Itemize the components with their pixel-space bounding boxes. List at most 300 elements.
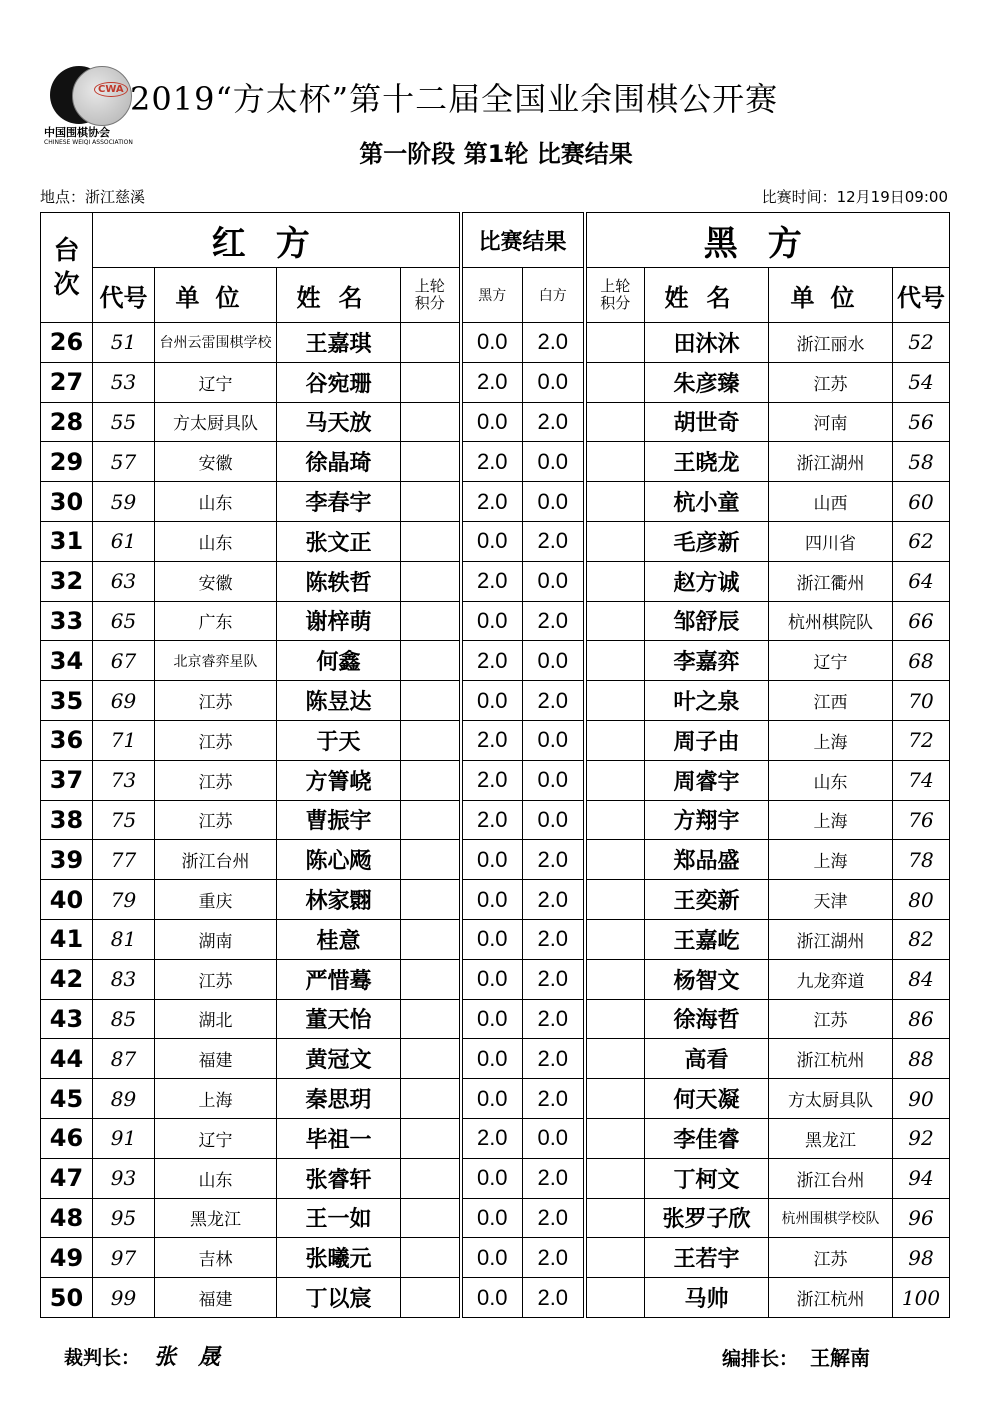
table-no-cell: 50 xyxy=(41,1278,93,1318)
table-row xyxy=(41,442,950,482)
red-prev-score-cell xyxy=(401,402,461,442)
header-table-no: 台次 xyxy=(41,213,93,323)
black-prev-score-cell xyxy=(585,362,645,402)
black-unit-cell: 杭州棋院队 xyxy=(769,601,893,641)
red-name-cell: 陈心飏 xyxy=(277,840,401,880)
table-row xyxy=(41,482,950,522)
black-unit-cell: 浙江杭州 xyxy=(769,1278,893,1318)
table-no-cell: 41 xyxy=(41,919,93,959)
result-black-cell: 0.0 xyxy=(461,681,523,721)
black-prev-score-cell xyxy=(585,1278,645,1318)
document-title: 2019“方太杯”第十二届全国业余围棋公开赛 xyxy=(130,80,779,118)
black-name-cell: 丁柯文 xyxy=(645,1158,769,1198)
black-code-cell: 90 xyxy=(893,1079,950,1119)
match-time: 比赛时间：12月19日09:00 xyxy=(761,188,948,206)
header-black-prev: 上轮积分 xyxy=(585,268,645,323)
logo-badge: CWA xyxy=(94,82,128,97)
red-name-cell: 林家翾 xyxy=(277,880,401,920)
result-black-cell: 2.0 xyxy=(461,482,523,522)
table-row xyxy=(41,800,950,840)
chief-referee-signature: 张晟 xyxy=(154,1344,243,1370)
table-no-cell: 47 xyxy=(41,1158,93,1198)
cwa-logo xyxy=(44,64,144,144)
red-name-cell: 张文正 xyxy=(277,521,401,561)
red-unit-cell: 台州云雷围棋学校 xyxy=(155,323,277,363)
black-name-cell: 徐海哲 xyxy=(645,999,769,1039)
black-prev-score-cell xyxy=(585,880,645,920)
black-name-cell: 田沐沐 xyxy=(645,323,769,363)
table-no-cell: 27 xyxy=(41,362,93,402)
result-white-cell: 2.0 xyxy=(523,959,585,999)
red-code-cell: 79 xyxy=(93,880,155,920)
red-prev-score-cell xyxy=(401,323,461,363)
table-no-cell: 31 xyxy=(41,521,93,561)
result-black-cell: 0.0 xyxy=(461,959,523,999)
black-name-cell: 何天凝 xyxy=(645,1079,769,1119)
red-prev-score-cell xyxy=(401,760,461,800)
black-name-cell: 王嘉屹 xyxy=(645,919,769,959)
red-prev-score-cell xyxy=(401,482,461,522)
table-no-cell: 30 xyxy=(41,482,93,522)
table-no-cell: 32 xyxy=(41,561,93,601)
result-white-cell: 2.0 xyxy=(523,1278,585,1318)
result-white-cell: 0.0 xyxy=(523,482,585,522)
table-no-cell: 39 xyxy=(41,840,93,880)
result-white-cell: 0.0 xyxy=(523,561,585,601)
result-black-cell: 0.0 xyxy=(461,1238,523,1278)
black-code-cell: 94 xyxy=(893,1158,950,1198)
red-code-cell: 81 xyxy=(93,919,155,959)
black-name-cell: 叶之泉 xyxy=(645,681,769,721)
table-row xyxy=(41,1118,950,1158)
red-prev-score-cell xyxy=(401,601,461,641)
red-name-cell: 董天怡 xyxy=(277,999,401,1039)
red-name-cell: 谷宛珊 xyxy=(277,362,401,402)
table-row xyxy=(41,720,950,760)
black-prev-score-cell xyxy=(585,1158,645,1198)
red-unit-cell: 上海 xyxy=(155,1079,277,1119)
black-prev-score-cell xyxy=(585,840,645,880)
red-code-cell: 59 xyxy=(93,482,155,522)
red-name-cell: 徐晶琦 xyxy=(277,442,401,482)
red-unit-cell: 江苏 xyxy=(155,800,277,840)
black-prev-score-cell xyxy=(585,959,645,999)
black-unit-cell: 黑龙江 xyxy=(769,1118,893,1158)
result-white-cell: 2.0 xyxy=(523,919,585,959)
red-prev-score-cell xyxy=(401,362,461,402)
red-code-cell: 97 xyxy=(93,1238,155,1278)
red-name-cell: 谢梓萌 xyxy=(277,601,401,641)
red-prev-score-cell xyxy=(401,1198,461,1238)
table-no-cell: 43 xyxy=(41,999,93,1039)
red-code-cell: 95 xyxy=(93,1198,155,1238)
red-code-cell: 53 xyxy=(93,362,155,402)
result-white-cell: 2.0 xyxy=(523,1238,585,1278)
result-white-cell: 0.0 xyxy=(523,800,585,840)
result-white-cell: 2.0 xyxy=(523,402,585,442)
red-name-cell: 曹振宇 xyxy=(277,800,401,840)
black-prev-score-cell xyxy=(585,919,645,959)
table-row xyxy=(41,1039,950,1079)
red-prev-score-cell xyxy=(401,521,461,561)
red-code-cell: 65 xyxy=(93,601,155,641)
black-prev-score-cell xyxy=(585,800,645,840)
header-black-side: 黑方 xyxy=(461,268,523,323)
result-white-cell: 2.0 xyxy=(523,1158,585,1198)
black-unit-cell: 浙江丽水 xyxy=(769,323,893,363)
header-red-unit: 单位 xyxy=(155,268,277,323)
red-prev-score-cell xyxy=(401,1118,461,1158)
red-name-cell: 陈昱达 xyxy=(277,681,401,721)
red-code-cell: 83 xyxy=(93,959,155,999)
table-no-cell: 28 xyxy=(41,402,93,442)
table-no-cell: 35 xyxy=(41,681,93,721)
black-code-cell: 88 xyxy=(893,1039,950,1079)
black-name-cell: 朱彦臻 xyxy=(645,362,769,402)
black-prev-score-cell xyxy=(585,402,645,442)
red-prev-score-cell xyxy=(401,1238,461,1278)
black-unit-cell: 江苏 xyxy=(769,362,893,402)
red-unit-cell: 福建 xyxy=(155,1039,277,1079)
red-code-cell: 91 xyxy=(93,1118,155,1158)
black-name-cell: 周子由 xyxy=(645,720,769,760)
table-row xyxy=(41,1198,950,1238)
red-prev-score-cell xyxy=(401,800,461,840)
black-unit-cell: 天津 xyxy=(769,880,893,920)
table-row xyxy=(41,1278,950,1318)
red-code-cell: 55 xyxy=(93,402,155,442)
result-black-cell: 2.0 xyxy=(461,641,523,681)
black-unit-cell: 江苏 xyxy=(769,1238,893,1278)
header-red-name: 姓名 xyxy=(277,268,401,323)
black-code-cell: 80 xyxy=(893,880,950,920)
result-black-cell: 2.0 xyxy=(461,800,523,840)
black-code-cell: 60 xyxy=(893,482,950,522)
result-white-cell: 2.0 xyxy=(523,681,585,721)
results-body xyxy=(41,323,950,1318)
table-row xyxy=(41,999,950,1039)
black-name-cell: 邹舒辰 xyxy=(645,601,769,641)
result-white-cell: 2.0 xyxy=(523,323,585,363)
black-unit-cell: 上海 xyxy=(769,800,893,840)
black-name-cell: 王奕新 xyxy=(645,880,769,920)
red-prev-score-cell xyxy=(401,561,461,601)
header-result: 比赛结果 xyxy=(461,213,585,268)
table-no-cell: 45 xyxy=(41,1079,93,1119)
red-prev-score-cell xyxy=(401,681,461,721)
red-unit-cell: 福建 xyxy=(155,1278,277,1318)
result-black-cell: 0.0 xyxy=(461,880,523,920)
black-unit-cell: 上海 xyxy=(769,720,893,760)
black-prev-score-cell xyxy=(585,323,645,363)
result-black-cell: 0.0 xyxy=(461,840,523,880)
result-white-cell: 0.0 xyxy=(523,641,585,681)
red-unit-cell: 浙江台州 xyxy=(155,840,277,880)
red-prev-score-cell xyxy=(401,1039,461,1079)
scheduler-label: 编排长： xyxy=(722,1348,799,1370)
red-prev-score-cell xyxy=(401,840,461,880)
black-unit-cell: 江苏 xyxy=(769,999,893,1039)
black-unit-cell: 江西 xyxy=(769,681,893,721)
header-red-code: 代号 xyxy=(93,268,155,323)
scheduler xyxy=(722,1342,870,1371)
table-row xyxy=(41,641,950,681)
red-unit-cell: 黑龙江 xyxy=(155,1198,277,1238)
black-name-cell: 周睿宇 xyxy=(645,760,769,800)
red-name-cell: 黄冠文 xyxy=(277,1039,401,1079)
red-code-cell: 57 xyxy=(93,442,155,482)
red-name-cell: 于天 xyxy=(277,720,401,760)
result-black-cell: 0.0 xyxy=(461,1039,523,1079)
red-unit-cell: 辽宁 xyxy=(155,1118,277,1158)
red-code-cell: 77 xyxy=(93,840,155,880)
result-white-cell: 2.0 xyxy=(523,880,585,920)
result-white-cell: 2.0 xyxy=(523,999,585,1039)
table-no-cell: 29 xyxy=(41,442,93,482)
red-name-cell: 丁以宸 xyxy=(277,1278,401,1318)
black-prev-score-cell xyxy=(585,521,645,561)
black-name-cell: 王晓龙 xyxy=(645,442,769,482)
red-code-cell: 99 xyxy=(93,1278,155,1318)
table-row xyxy=(41,840,950,880)
black-unit-cell: 山西 xyxy=(769,482,893,522)
results-table xyxy=(40,212,950,1318)
black-prev-score-cell xyxy=(585,760,645,800)
table-no-cell: 34 xyxy=(41,641,93,681)
red-unit-cell: 江苏 xyxy=(155,681,277,721)
table-no-cell: 37 xyxy=(41,760,93,800)
result-white-cell: 2.0 xyxy=(523,521,585,561)
result-black-cell: 0.0 xyxy=(461,999,523,1039)
red-code-cell: 85 xyxy=(93,999,155,1039)
logo-org-cn: 中国围棋协会 xyxy=(44,126,110,139)
result-black-cell: 2.0 xyxy=(461,760,523,800)
red-name-cell: 方箐峣 xyxy=(277,760,401,800)
table-no-cell: 38 xyxy=(41,800,93,840)
red-unit-cell: 方太厨具队 xyxy=(155,402,277,442)
red-code-cell: 89 xyxy=(93,1079,155,1119)
result-white-cell: 2.0 xyxy=(523,601,585,641)
black-prev-score-cell xyxy=(585,601,645,641)
result-black-cell: 0.0 xyxy=(461,521,523,561)
red-prev-score-cell xyxy=(401,999,461,1039)
red-unit-cell: 山东 xyxy=(155,482,277,522)
black-code-cell: 62 xyxy=(893,521,950,561)
red-unit-cell: 辽宁 xyxy=(155,362,277,402)
red-prev-score-cell xyxy=(401,1158,461,1198)
black-code-cell: 54 xyxy=(893,362,950,402)
red-unit-cell: 安徽 xyxy=(155,561,277,601)
red-unit-cell: 湖北 xyxy=(155,999,277,1039)
table-row xyxy=(41,681,950,721)
table-no-cell: 36 xyxy=(41,720,93,760)
result-black-cell: 0.0 xyxy=(461,1198,523,1238)
table-row xyxy=(41,959,950,999)
red-prev-score-cell xyxy=(401,641,461,681)
red-name-cell: 王一如 xyxy=(277,1198,401,1238)
result-black-cell: 0.0 xyxy=(461,919,523,959)
red-unit-cell: 吉林 xyxy=(155,1238,277,1278)
red-unit-cell: 重庆 xyxy=(155,880,277,920)
header-black-code: 代号 xyxy=(893,268,950,323)
red-name-cell: 严惜蓦 xyxy=(277,959,401,999)
black-unit-cell: 山东 xyxy=(769,760,893,800)
black-name-cell: 杭小童 xyxy=(645,482,769,522)
red-unit-cell: 江苏 xyxy=(155,760,277,800)
document-subtitle: 第一阶段 第1轮 比赛结果 xyxy=(359,140,633,168)
black-prev-score-cell xyxy=(585,482,645,522)
red-unit-cell: 江苏 xyxy=(155,720,277,760)
black-prev-score-cell xyxy=(585,561,645,601)
result-black-cell: 2.0 xyxy=(461,362,523,402)
black-unit-cell: 四川省 xyxy=(769,521,893,561)
black-code-cell: 68 xyxy=(893,641,950,681)
red-prev-score-cell xyxy=(401,1278,461,1318)
result-white-cell: 0.0 xyxy=(523,760,585,800)
black-name-cell: 毛彦新 xyxy=(645,521,769,561)
red-name-cell: 马天放 xyxy=(277,402,401,442)
black-unit-cell: 杭州围棋学校队 xyxy=(769,1198,893,1238)
black-unit-cell: 九龙弈道 xyxy=(769,959,893,999)
black-unit-cell: 上海 xyxy=(769,840,893,880)
red-code-cell: 61 xyxy=(93,521,155,561)
black-code-cell: 70 xyxy=(893,681,950,721)
red-code-cell: 87 xyxy=(93,1039,155,1079)
scheduler-name: 王解南 xyxy=(810,1346,871,1370)
header-black: 黑方 xyxy=(585,213,950,268)
red-code-cell: 51 xyxy=(93,323,155,363)
red-name-cell: 李春宇 xyxy=(277,482,401,522)
black-code-cell: 76 xyxy=(893,800,950,840)
black-unit-cell: 浙江湖州 xyxy=(769,442,893,482)
black-name-cell: 高看 xyxy=(645,1039,769,1079)
black-prev-score-cell xyxy=(585,1079,645,1119)
table-no-cell: 26 xyxy=(41,323,93,363)
result-black-cell: 0.0 xyxy=(461,1079,523,1119)
black-name-cell: 张罗子欣 xyxy=(645,1198,769,1238)
black-name-cell: 方翔宇 xyxy=(645,800,769,840)
black-name-cell: 王若宇 xyxy=(645,1238,769,1278)
table-no-cell: 46 xyxy=(41,1118,93,1158)
result-white-cell: 2.0 xyxy=(523,1198,585,1238)
black-prev-score-cell xyxy=(585,641,645,681)
black-name-cell: 胡世奇 xyxy=(645,402,769,442)
result-white-cell: 0.0 xyxy=(523,362,585,402)
table-row xyxy=(41,1238,950,1278)
header-white-side: 白方 xyxy=(523,268,585,323)
black-prev-score-cell xyxy=(585,442,645,482)
black-prev-score-cell xyxy=(585,1118,645,1158)
result-white-cell: 2.0 xyxy=(523,1039,585,1079)
header-red: 红方 xyxy=(93,213,461,268)
red-name-cell: 张睿轩 xyxy=(277,1158,401,1198)
black-prev-score-cell xyxy=(585,999,645,1039)
table-row xyxy=(41,919,950,959)
red-prev-score-cell xyxy=(401,1079,461,1119)
table-no-cell: 44 xyxy=(41,1039,93,1079)
black-prev-score-cell xyxy=(585,1039,645,1079)
result-black-cell: 0.0 xyxy=(461,323,523,363)
result-black-cell: 0.0 xyxy=(461,1158,523,1198)
black-name-cell: 李佳睿 xyxy=(645,1118,769,1158)
black-code-cell: 86 xyxy=(893,999,950,1039)
red-unit-cell: 安徽 xyxy=(155,442,277,482)
table-row xyxy=(41,1079,950,1119)
red-code-cell: 73 xyxy=(93,760,155,800)
result-white-cell: 0.0 xyxy=(523,442,585,482)
result-black-cell: 2.0 xyxy=(461,720,523,760)
red-prev-score-cell xyxy=(401,880,461,920)
red-name-cell: 秦思玥 xyxy=(277,1079,401,1119)
header-black-unit: 单位 xyxy=(769,268,893,323)
black-name-cell: 赵方诚 xyxy=(645,561,769,601)
black-name-cell: 李嘉弈 xyxy=(645,641,769,681)
result-white-cell: 0.0 xyxy=(523,720,585,760)
table-row xyxy=(41,521,950,561)
black-prev-score-cell xyxy=(585,720,645,760)
table-no-cell: 33 xyxy=(41,601,93,641)
red-unit-cell: 山东 xyxy=(155,521,277,561)
result-black-cell: 0.0 xyxy=(461,601,523,641)
result-black-cell: 0.0 xyxy=(461,1278,523,1318)
black-code-cell: 58 xyxy=(893,442,950,482)
red-code-cell: 71 xyxy=(93,720,155,760)
table-row xyxy=(41,760,950,800)
black-prev-score-cell xyxy=(585,1198,645,1238)
red-name-cell: 王嘉琪 xyxy=(277,323,401,363)
table-row xyxy=(41,362,950,402)
red-unit-cell: 北京睿弈星队 xyxy=(155,641,277,681)
black-code-cell: 92 xyxy=(893,1118,950,1158)
table-no-cell: 49 xyxy=(41,1238,93,1278)
table-row xyxy=(41,402,950,442)
black-unit-cell: 河南 xyxy=(769,402,893,442)
black-code-cell: 96 xyxy=(893,1198,950,1238)
red-unit-cell: 广东 xyxy=(155,601,277,641)
result-white-cell: 2.0 xyxy=(523,1079,585,1119)
result-white-cell: 2.0 xyxy=(523,840,585,880)
red-code-cell: 69 xyxy=(93,681,155,721)
black-code-cell: 74 xyxy=(893,760,950,800)
black-name-cell: 马帅 xyxy=(645,1278,769,1318)
table-row xyxy=(41,561,950,601)
chief-referee-label: 裁判长： xyxy=(64,1347,141,1369)
black-code-cell: 72 xyxy=(893,720,950,760)
red-prev-score-cell xyxy=(401,959,461,999)
black-code-cell: 84 xyxy=(893,959,950,999)
table-row xyxy=(41,323,950,363)
black-unit-cell: 浙江台州 xyxy=(769,1158,893,1198)
venue: 地点：浙江慈溪 xyxy=(40,188,146,206)
table-row xyxy=(41,880,950,920)
red-unit-cell: 湖南 xyxy=(155,919,277,959)
table-no-cell: 48 xyxy=(41,1198,93,1238)
red-prev-score-cell xyxy=(401,919,461,959)
result-black-cell: 2.0 xyxy=(461,442,523,482)
result-white-cell: 0.0 xyxy=(523,1118,585,1158)
black-unit-cell: 浙江衢州 xyxy=(769,561,893,601)
red-code-cell: 93 xyxy=(93,1158,155,1198)
red-name-cell: 桂意 xyxy=(277,919,401,959)
red-name-cell: 陈轶哲 xyxy=(277,561,401,601)
black-prev-score-cell xyxy=(585,681,645,721)
red-unit-cell: 江苏 xyxy=(155,959,277,999)
red-name-cell: 毕祖一 xyxy=(277,1118,401,1158)
table-no-cell: 40 xyxy=(41,880,93,920)
black-code-cell: 82 xyxy=(893,919,950,959)
red-name-cell: 何鑫 xyxy=(277,641,401,681)
red-code-cell: 75 xyxy=(93,800,155,840)
